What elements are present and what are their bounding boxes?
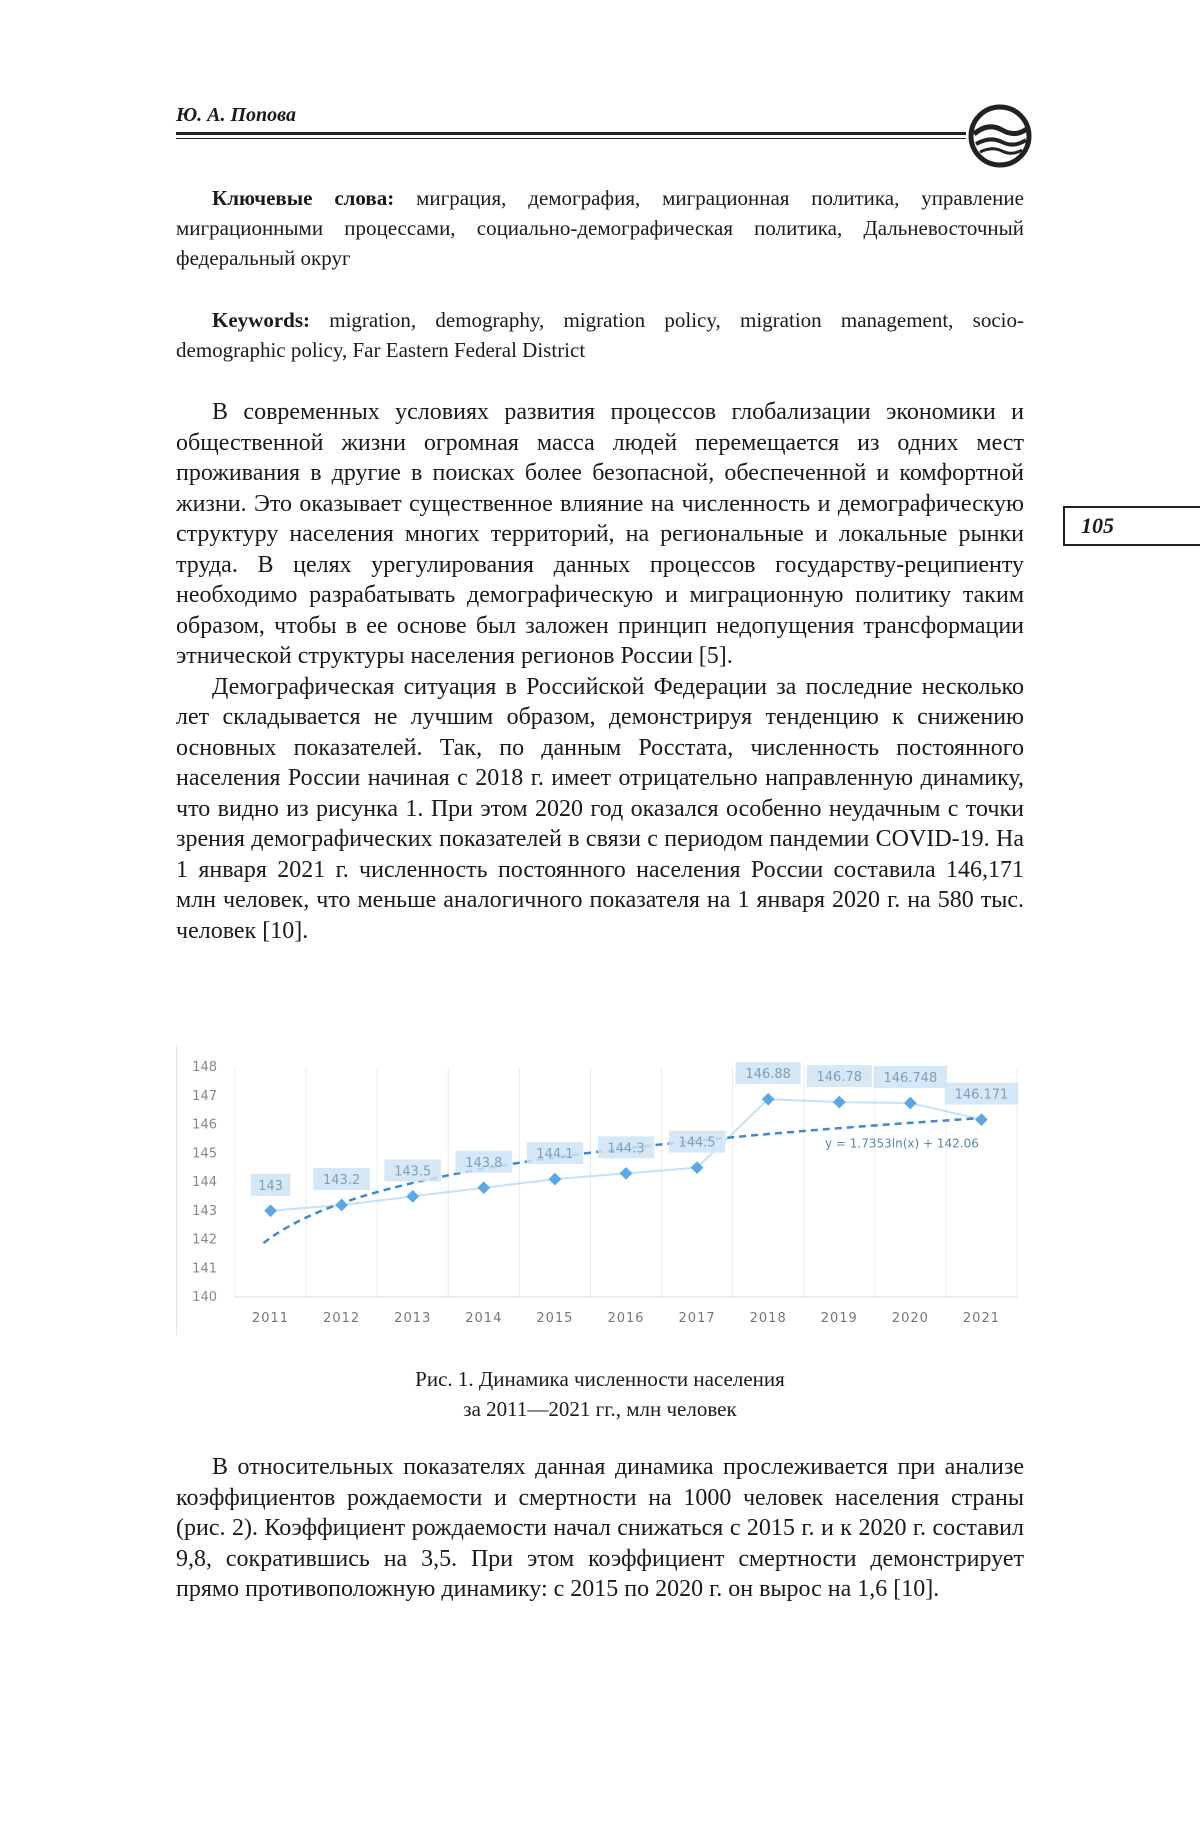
figure-caption — [176, 1364, 1024, 1424]
data-label: 143 — [258, 1178, 283, 1194]
body-text-top — [176, 397, 1024, 946]
data-point — [975, 1113, 988, 1126]
data-label: 146.78 — [816, 1070, 863, 1086]
y-tick-label: 148 — [192, 1060, 217, 1075]
y-tick-label: 141 — [192, 1261, 217, 1277]
chart-svg — [177, 1045, 1025, 1335]
wave-circle-logo-icon — [968, 104, 1032, 168]
paragraph-2: Демографическая ситуация в Российской Федерации за последние несколько лет складывается не лучшим образом, демонстрируя тенденцию к снижению основных показателей. Так, по данным Росстата, численность постоянного населения России начиная с 2018 г. имеет отрицательно направленную динамику, что видно из рисунка 1. При этом 2020 год оказался особенно неудачным с точки зрения демографических показателей в связи с периодом пандемии COVID-19. На 1 января 2021 г. численность постоянного населения России составила 146,171 млн человек, что меньше аналогичного показателя на 1 января 2020 г. на 580 тыс. человек [10]. — [176, 673, 1024, 944]
data-point — [335, 1199, 348, 1212]
x-tick-label: 2013 — [394, 1311, 432, 1326]
data-point — [477, 1181, 490, 1194]
x-tick-label: 2019 — [820, 1311, 858, 1326]
running-header — [176, 100, 1036, 140]
x-tick-label: 2020 — [891, 1311, 929, 1326]
author-name: Ю. А. Попова — [176, 104, 296, 126]
x-tick-label: 2014 — [465, 1311, 503, 1326]
data-label: 143.2 — [323, 1173, 361, 1188]
x-tick-label: 2016 — [607, 1311, 645, 1326]
data-label: 146.171 — [954, 1087, 1009, 1103]
caption-line-2: за 2011—2021 гг., млн человек — [463, 1397, 737, 1421]
data-point — [264, 1204, 277, 1217]
y-tick-label: 147 — [192, 1088, 217, 1104]
y-tick-label: 140 — [192, 1290, 217, 1305]
population-chart — [176, 1045, 1025, 1335]
x-tick-label: 2012 — [323, 1311, 361, 1326]
data-label: 144.3 — [607, 1141, 645, 1157]
header-rule-thick — [176, 132, 966, 135]
data-label: 146.88 — [745, 1067, 791, 1083]
y-tick-label: 144 — [192, 1175, 217, 1190]
header-rule-thin — [176, 138, 966, 139]
data-point — [406, 1190, 419, 1203]
page-number: 105 — [1063, 506, 1200, 546]
x-tick-label: 2021 — [962, 1311, 1001, 1326]
y-tick-label: 146 — [192, 1117, 217, 1133]
y-tick-label: 142 — [192, 1232, 217, 1248]
data-point — [620, 1167, 633, 1180]
data-point — [904, 1097, 917, 1110]
caption-line-1: Рис. 1. Динамика численности населения — [415, 1367, 785, 1391]
keywords-ru — [176, 183, 1024, 273]
data-label: 143.8 — [465, 1155, 503, 1171]
x-tick-label: 2011 — [251, 1311, 290, 1326]
keywords-en-label: Keywords: — [212, 308, 310, 332]
data-label: 146.748 — [883, 1070, 938, 1086]
keywords-en — [176, 305, 1024, 365]
paragraph-1: В современных условиях развития процессов глобализации экономики и общественной жизни огромная масса людей перемещается из одних мест проживания в другие в поисках более безопасной, обеспеченной и комфортной жизни. Это оказывает существенное влияние на численность и демографическую структуру населения многих территорий, на региональные и локальные рынки труда. В целях урегулирования данных процессов государству-реципиенту необходимо разрабатывать демографическую и миграционную политику таким образом, чтобы в ее основе был заложен принцип недопущения трансформации этнической структуры населения регионов России [5]. — [176, 399, 1024, 669]
data-point — [833, 1096, 846, 1109]
body-text-bottom — [176, 1452, 1024, 1605]
data-label: 143.5 — [394, 1164, 432, 1180]
trendline-equation: y = 1.7353ln(x) + 142.06 — [825, 1136, 979, 1151]
y-tick-label: 145 — [192, 1146, 217, 1162]
keywords-ru-text: миграция, демография, миграционная политика, управление миграционными процессами, социально-демографическая политика, Дальневосточный федеральный округ — [176, 186, 1024, 270]
paragraph-3: В относительных показателях данная динамика прослеживается при анализе коэффициентов рождаемости и смертности на 1000 человек населения страны (рис. 2). Коэффициент рождаемости начал снижаться с 2015 г. и к 2020 г. составил 9,8, сократившись на 3,5. При этом коэффициент смертности демонстрирует прямо противоположную динамику: с 2015 по 2020 г. он вырос на 1,6 [10]. — [176, 1454, 1024, 1602]
data-point — [549, 1173, 562, 1186]
x-tick-label: 2018 — [749, 1311, 787, 1326]
x-tick-label: 2017 — [678, 1311, 716, 1326]
keywords-en-text: migration, demography, migration policy, migration management, socio-demographic policy, Far Eastern Federal District — [176, 308, 1024, 362]
data-label: 144.5 — [678, 1135, 716, 1151]
y-tick-label: 143 — [192, 1203, 217, 1219]
keywords-ru-label: Ключевые слова: — [212, 186, 395, 210]
x-tick-label: 2015 — [536, 1311, 574, 1326]
data-label: 144.1 — [536, 1147, 574, 1163]
